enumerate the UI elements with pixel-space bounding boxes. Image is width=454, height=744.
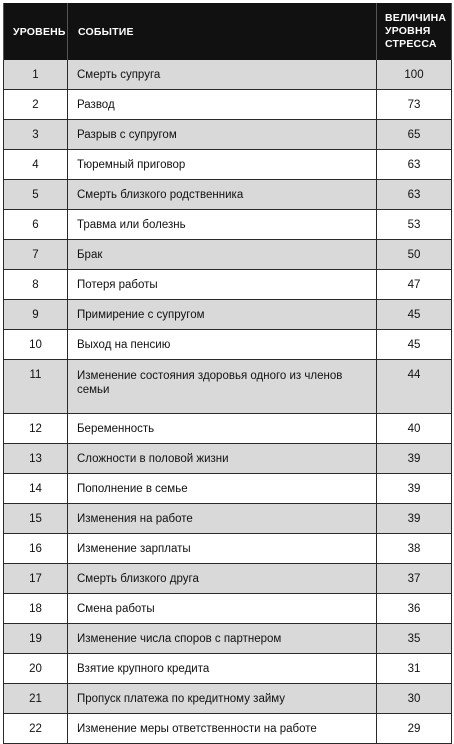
level-cell: 9: [4, 300, 68, 330]
level-cell: 14: [4, 474, 68, 504]
event-cell: Изменение меры ответственности на работе: [68, 714, 377, 744]
table-row: [4, 474, 452, 504]
event-cell: Примирение с супругом: [68, 300, 377, 330]
table-row: [4, 714, 452, 744]
stress-value-cell: 36: [377, 594, 452, 624]
stress-value-cell: 50: [377, 240, 452, 270]
stress-value-cell: 47: [377, 270, 452, 300]
stress-value-cell: 73: [377, 90, 452, 120]
table-row: [4, 444, 452, 474]
table-row: [4, 564, 452, 594]
level-cell: 12: [4, 414, 68, 444]
stress-value-cell: 45: [377, 330, 452, 360]
event-cell: Смерть близкого родственника: [68, 180, 377, 210]
event-cell: Тюремный приговор: [68, 150, 377, 180]
stress-value-cell: 37: [377, 564, 452, 594]
event-cell: Брак: [68, 240, 377, 270]
stress-value-cell: 39: [377, 474, 452, 504]
event-cell: Смена работы: [68, 594, 377, 624]
header-stress-line3: СТРЕССА: [385, 38, 437, 50]
level-cell: 21: [4, 684, 68, 714]
level-cell: 3: [4, 120, 68, 150]
stress-value-cell: 100: [377, 60, 452, 90]
stress-scale-table: [3, 3, 452, 744]
table-row: [4, 360, 452, 414]
event-cell: Смерть супруга: [68, 60, 377, 90]
stress-value-cell: 63: [377, 150, 452, 180]
level-cell: 4: [4, 150, 68, 180]
table-row: [4, 120, 452, 150]
table-body: [4, 60, 452, 744]
table-row: [4, 534, 452, 564]
stress-value-cell: 40: [377, 414, 452, 444]
event-cell: Беременность: [68, 414, 377, 444]
event-cell: Разрыв с супругом: [68, 120, 377, 150]
header-row: [4, 3, 452, 60]
table-header: [4, 3, 452, 60]
table-row: [4, 90, 452, 120]
event-cell: Пополнение в семье: [68, 474, 377, 504]
level-cell: 11: [4, 360, 68, 414]
event-cell: Изменение зарплаты: [68, 534, 377, 564]
level-cell: 19: [4, 624, 68, 654]
level-cell: 22: [4, 714, 68, 744]
stress-value-cell: 35: [377, 624, 452, 654]
table-row: [4, 150, 452, 180]
level-cell: 7: [4, 240, 68, 270]
level-cell: 5: [4, 180, 68, 210]
table-row: [4, 504, 452, 534]
stress-scale-table-container: [3, 3, 451, 744]
header-stress-value: [377, 3, 452, 60]
table-row: [4, 180, 452, 210]
stress-value-cell: 39: [377, 504, 452, 534]
level-cell: 20: [4, 654, 68, 684]
header-stress-line1: ВЕЛИЧИНА: [385, 12, 447, 24]
stress-value-cell: 53: [377, 210, 452, 240]
event-cell: Изменение состояния здоровья одного из членов семьи: [68, 360, 377, 414]
table-row: [4, 60, 452, 90]
event-cell: Травма или болезнь: [68, 210, 377, 240]
event-cell: Потеря работы: [68, 270, 377, 300]
level-cell: 17: [4, 564, 68, 594]
table-row: [4, 414, 452, 444]
event-cell: Изменение числа споров с партнером: [68, 624, 377, 654]
header-stress-line2: УРОВНЯ: [385, 25, 431, 37]
table-row: [4, 300, 452, 330]
stress-value-cell: 29: [377, 714, 452, 744]
event-cell: Сложности в половой жизни: [68, 444, 377, 474]
header-event: СОБЫТИЕ: [68, 3, 377, 60]
table-row: [4, 330, 452, 360]
level-cell: 15: [4, 504, 68, 534]
level-cell: 2: [4, 90, 68, 120]
event-cell: Изменения на работе: [68, 504, 377, 534]
event-cell: Выход на пенсию: [68, 330, 377, 360]
level-cell: 1: [4, 60, 68, 90]
stress-value-cell: 39: [377, 444, 452, 474]
table-row: [4, 684, 452, 714]
stress-value-cell: 45: [377, 300, 452, 330]
event-cell: Смерть близкого друга: [68, 564, 377, 594]
level-cell: 6: [4, 210, 68, 240]
level-cell: 16: [4, 534, 68, 564]
table-row: [4, 654, 452, 684]
level-cell: 8: [4, 270, 68, 300]
stress-value-cell: 65: [377, 120, 452, 150]
header-level: УРОВЕНЬ: [4, 3, 68, 60]
stress-value-cell: 38: [377, 534, 452, 564]
table-row: [4, 594, 452, 624]
table-row: [4, 210, 452, 240]
table-row: [4, 624, 452, 654]
stress-value-cell: 44: [377, 360, 452, 414]
table-row: [4, 270, 452, 300]
stress-value-cell: 63: [377, 180, 452, 210]
stress-value-cell: 30: [377, 684, 452, 714]
level-cell: 13: [4, 444, 68, 474]
event-cell: Пропуск платежа по кредитному займу: [68, 684, 377, 714]
stress-value-cell: 31: [377, 654, 452, 684]
table-row: [4, 240, 452, 270]
level-cell: 18: [4, 594, 68, 624]
event-cell: Развод: [68, 90, 377, 120]
level-cell: 10: [4, 330, 68, 360]
event-cell: Взятие крупного кредита: [68, 654, 377, 684]
